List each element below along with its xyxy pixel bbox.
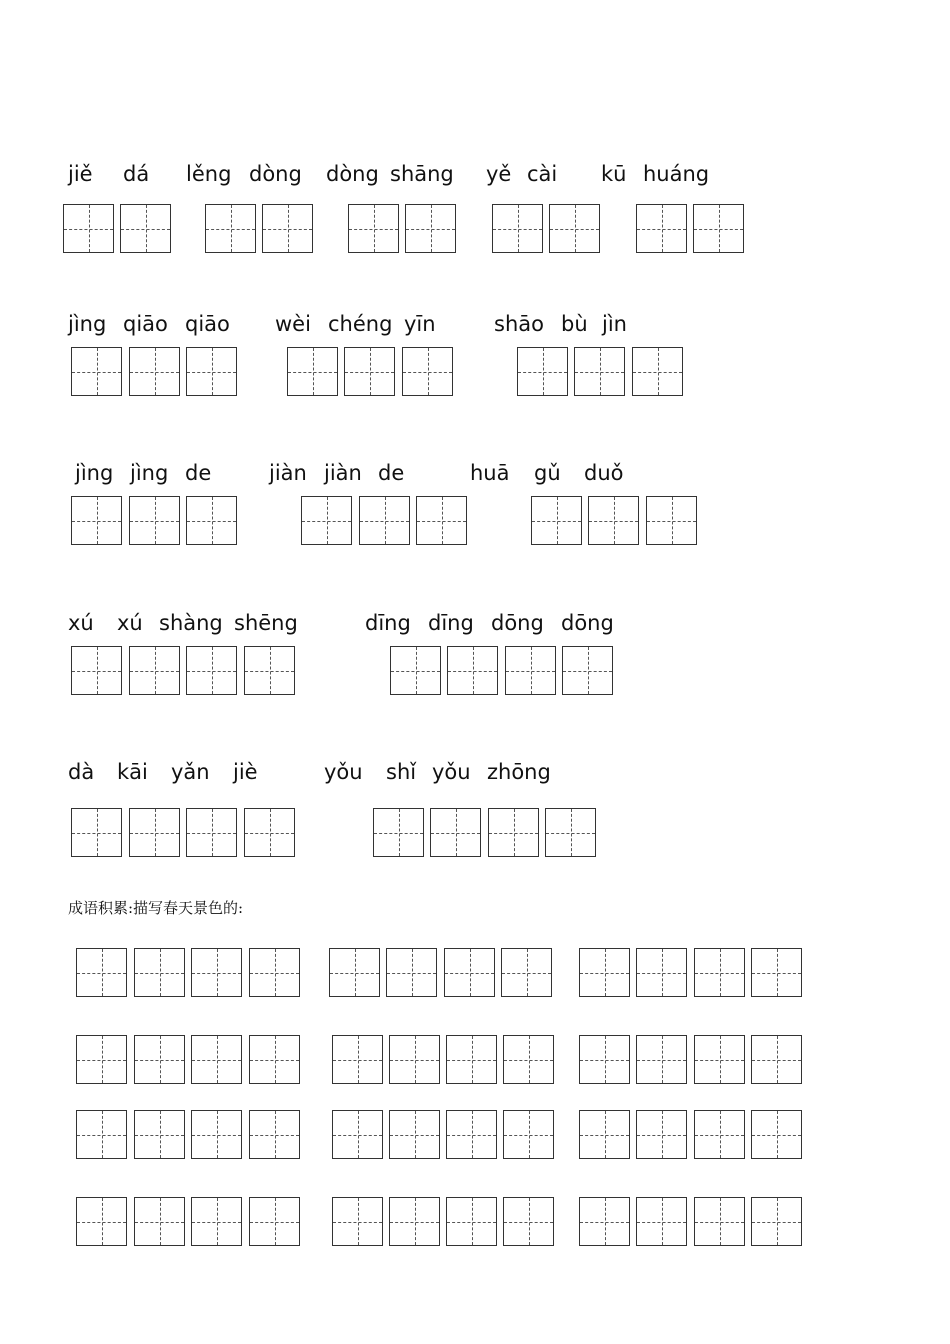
idiom-writing-box[interactable] [134, 1035, 185, 1084]
writing-box[interactable] [430, 808, 481, 857]
pinyin-syllable: dòng [249, 162, 302, 186]
pinyin-syllable: lěng [186, 162, 232, 186]
pinyin-syllable: jìng [130, 461, 169, 485]
idiom-writing-box[interactable] [751, 948, 802, 997]
writing-box[interactable] [373, 808, 424, 857]
idiom-writing-box[interactable] [579, 1197, 630, 1246]
pinyin-syllable: jiàn [269, 461, 307, 485]
writing-box[interactable] [545, 808, 596, 857]
writing-box[interactable] [186, 646, 237, 695]
idiom-writing-box[interactable] [249, 948, 300, 997]
pinyin-syllable: dīng [428, 611, 474, 635]
idiom-writing-box[interactable] [134, 1110, 185, 1159]
idiom-writing-box[interactable] [332, 1110, 383, 1159]
writing-box[interactable] [129, 496, 180, 545]
writing-box[interactable] [632, 347, 683, 396]
idiom-writing-box[interactable] [389, 1197, 440, 1246]
pinyin-syllable: jìng [75, 461, 114, 485]
pinyin-syllable: wèi [275, 312, 311, 336]
idiom-writing-box[interactable] [249, 1110, 300, 1159]
idiom-writing-box[interactable] [134, 1197, 185, 1246]
writing-box[interactable] [416, 496, 467, 545]
idiom-writing-box[interactable] [389, 1110, 440, 1159]
idiom-writing-box[interactable] [446, 1035, 497, 1084]
writing-box[interactable] [588, 496, 639, 545]
writing-box[interactable] [71, 496, 122, 545]
pinyin-syllable: jìn [602, 312, 627, 336]
pinyin-syllable: dōng [491, 611, 544, 635]
writing-box[interactable] [517, 347, 568, 396]
idiom-writing-box[interactable] [636, 1110, 687, 1159]
writing-box[interactable] [405, 204, 456, 253]
idiom-writing-box[interactable] [444, 948, 495, 997]
idiom-writing-box[interactable] [636, 948, 687, 997]
idiom-writing-box[interactable] [134, 948, 185, 997]
pinyin-syllable: cài [527, 162, 558, 186]
idiom-writing-box[interactable] [751, 1110, 802, 1159]
pinyin-syllable: xú [117, 611, 143, 635]
writing-box[interactable] [301, 496, 352, 545]
idiom-writing-box[interactable] [191, 948, 242, 997]
pinyin-syllable: jiě [68, 162, 93, 186]
writing-box[interactable] [71, 808, 122, 857]
pinyin-syllable: de [185, 461, 212, 485]
idiom-writing-box[interactable] [503, 1197, 554, 1246]
pinyin-syllable: huā [470, 461, 510, 485]
idiom-writing-box[interactable] [694, 1197, 745, 1246]
pinyin-syllable: kāi [117, 760, 148, 784]
pinyin-syllable: dīng [365, 611, 411, 635]
pinyin-syllable: shàng [159, 611, 223, 635]
pinyin-syllable: jìng [68, 312, 107, 336]
pinyin-syllable: yǒu [432, 760, 471, 784]
writing-box[interactable] [63, 204, 114, 253]
pinyin-syllable: qiāo [123, 312, 168, 336]
idiom-writing-box[interactable] [579, 948, 630, 997]
pinyin-syllable: shēng [234, 611, 298, 635]
writing-box[interactable] [244, 646, 295, 695]
writing-box[interactable] [574, 347, 625, 396]
idiom-writing-box[interactable] [76, 1110, 127, 1159]
writing-box[interactable] [71, 646, 122, 695]
pinyin-syllable: xú [68, 611, 94, 635]
pinyin-syllable: shāo [494, 312, 544, 336]
writing-box[interactable] [359, 496, 410, 545]
idiom-writing-box[interactable] [636, 1197, 687, 1246]
idiom-writing-box[interactable] [191, 1035, 242, 1084]
pinyin-syllable: gǔ [534, 461, 561, 485]
idiom-writing-box[interactable] [191, 1110, 242, 1159]
writing-box[interactable] [186, 347, 237, 396]
idiom-writing-box[interactable] [446, 1110, 497, 1159]
idiom-writing-box[interactable] [191, 1197, 242, 1246]
writing-box[interactable] [71, 347, 122, 396]
idiom-writing-box[interactable] [332, 1197, 383, 1246]
pinyin-syllable: dōng [561, 611, 614, 635]
idiom-writing-box[interactable] [579, 1110, 630, 1159]
writing-box[interactable] [186, 808, 237, 857]
idiom-writing-box[interactable] [694, 1110, 745, 1159]
idiom-writing-box[interactable] [329, 948, 380, 997]
idiom-writing-box[interactable] [76, 1035, 127, 1084]
pinyin-syllable: kū [601, 162, 627, 186]
pinyin-syllable: zhōng [487, 760, 551, 784]
idiom-writing-box[interactable] [579, 1035, 630, 1084]
idiom-writing-box[interactable] [249, 1197, 300, 1246]
writing-box[interactable] [129, 347, 180, 396]
writing-box[interactable] [693, 204, 744, 253]
pinyin-syllable: yǎn [171, 760, 210, 784]
writing-box[interactable] [646, 496, 697, 545]
pinyin-syllable: dòng [326, 162, 379, 186]
pinyin-syllable: bù [561, 312, 588, 336]
writing-box[interactable] [120, 204, 171, 253]
pinyin-syllable: shāng [390, 162, 454, 186]
idiom-writing-box[interactable] [694, 1035, 745, 1084]
idiom-section-label: 成语积累:描写春天景色的: [68, 899, 244, 917]
idiom-writing-box[interactable] [76, 948, 127, 997]
writing-box[interactable] [447, 646, 498, 695]
writing-box[interactable] [390, 646, 441, 695]
idiom-writing-box[interactable] [751, 1035, 802, 1084]
idiom-writing-box[interactable] [751, 1197, 802, 1246]
writing-box[interactable] [262, 204, 313, 253]
pinyin-syllable: dà [68, 760, 95, 784]
pinyin-syllable: dá [123, 162, 150, 186]
writing-box[interactable] [562, 646, 613, 695]
idiom-writing-box[interactable] [386, 948, 437, 997]
idiom-writing-box[interactable] [76, 1197, 127, 1246]
pinyin-syllable: qiāo [185, 312, 230, 336]
pinyin-syllable: yě [486, 162, 512, 186]
writing-box[interactable] [287, 347, 338, 396]
writing-box[interactable] [348, 204, 399, 253]
idiom-writing-box[interactable] [694, 948, 745, 997]
idiom-writing-box[interactable] [389, 1035, 440, 1084]
pinyin-syllable: yīn [404, 312, 436, 336]
pinyin-syllable: huáng [643, 162, 710, 186]
writing-box[interactable] [492, 204, 543, 253]
pinyin-syllable: duǒ [584, 461, 624, 485]
writing-box[interactable] [244, 808, 295, 857]
writing-box[interactable] [549, 204, 600, 253]
pinyin-syllable: yǒu [324, 760, 363, 784]
idiom-writing-box[interactable] [503, 1110, 554, 1159]
pinyin-syllable: jiàn [324, 461, 362, 485]
idiom-writing-box[interactable] [636, 1035, 687, 1084]
pinyin-syllable: chéng [328, 312, 393, 336]
idiom-writing-box[interactable] [503, 1035, 554, 1084]
writing-box[interactable] [129, 646, 180, 695]
idiom-writing-box[interactable] [332, 1035, 383, 1084]
writing-box[interactable] [344, 347, 395, 396]
pinyin-syllable: shǐ [386, 760, 417, 784]
idiom-writing-box[interactable] [446, 1197, 497, 1246]
idiom-writing-box[interactable] [249, 1035, 300, 1084]
writing-box[interactable] [488, 808, 539, 857]
writing-box[interactable] [531, 496, 582, 545]
idiom-writing-box[interactable] [501, 948, 552, 997]
writing-box[interactable] [205, 204, 256, 253]
writing-box[interactable] [186, 496, 237, 545]
writing-box[interactable] [402, 347, 453, 396]
writing-box[interactable] [505, 646, 556, 695]
pinyin-syllable: de [378, 461, 405, 485]
pinyin-syllable: jiè [233, 760, 258, 784]
writing-box[interactable] [129, 808, 180, 857]
writing-box[interactable] [636, 204, 687, 253]
